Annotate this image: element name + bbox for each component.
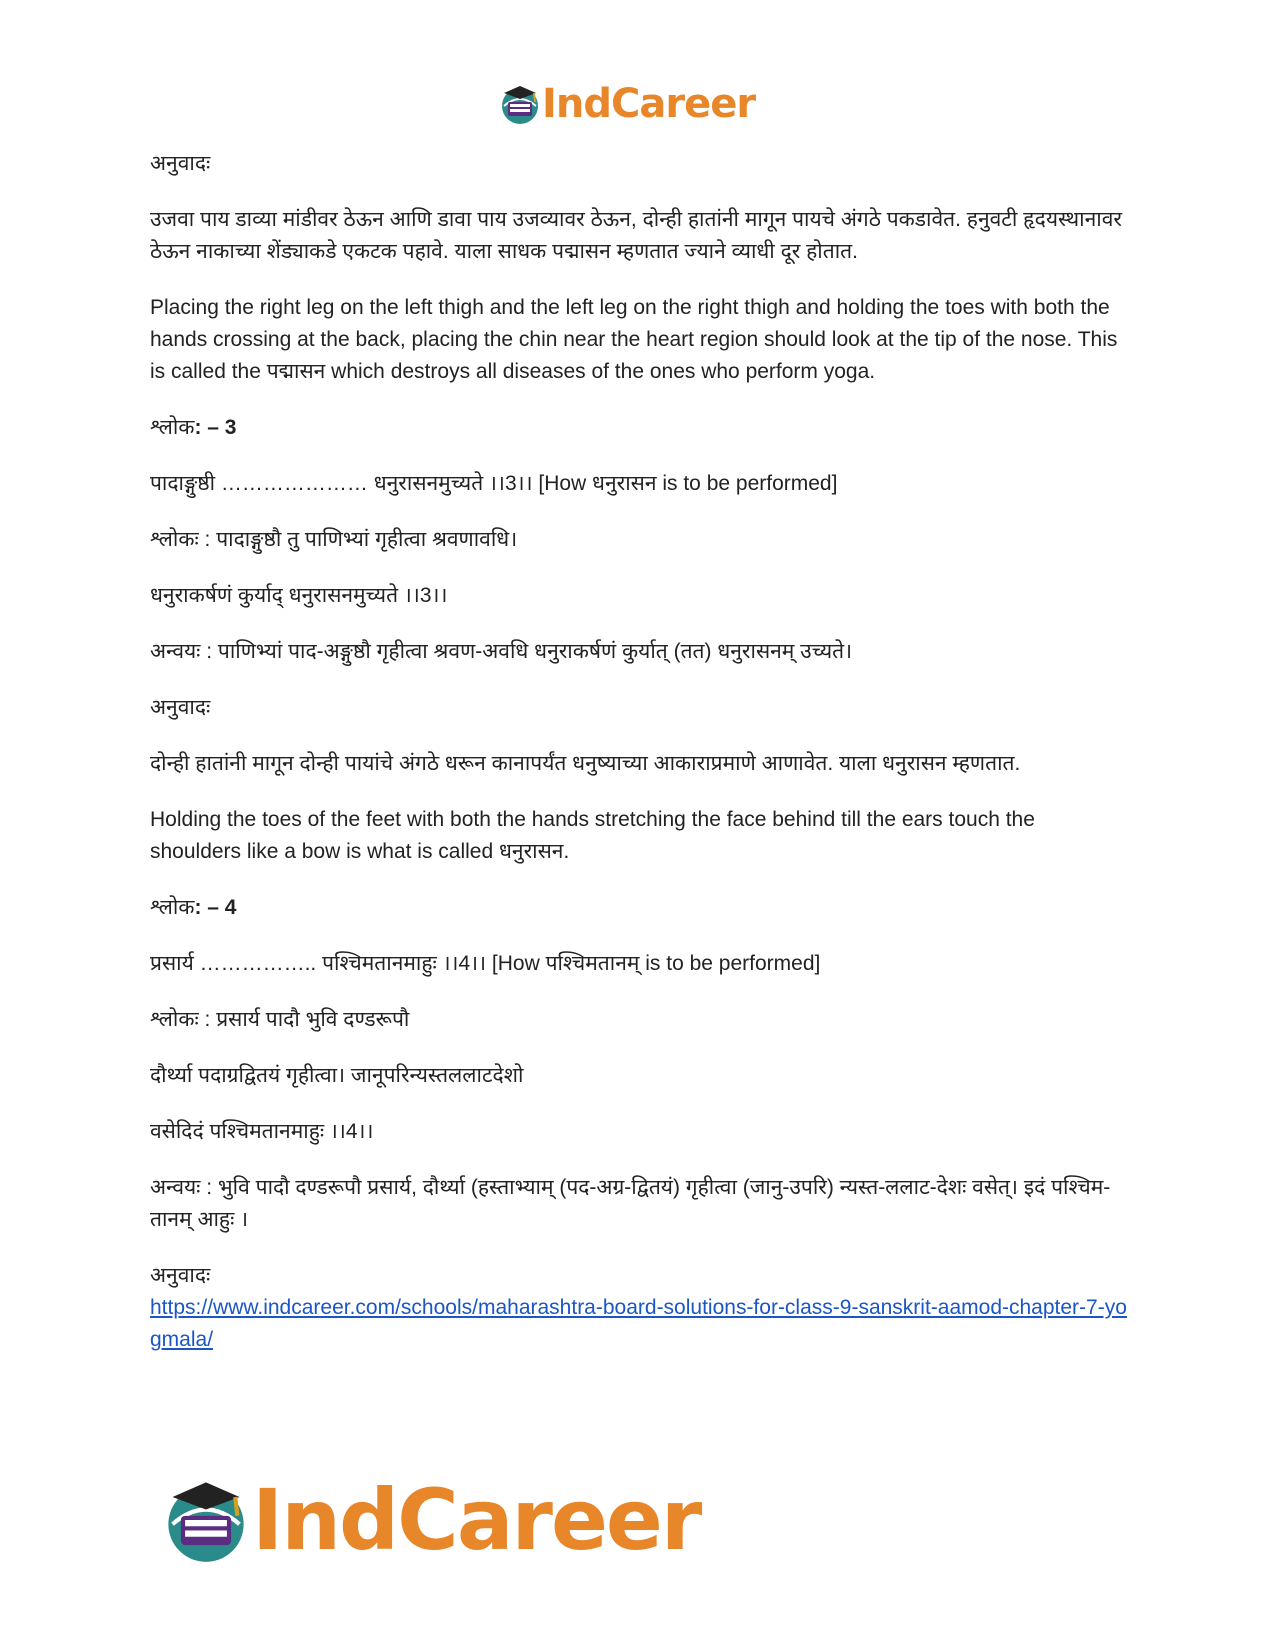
shlok-4-label: श्लोक	[150, 896, 195, 919]
header-logo	[498, 80, 755, 128]
brand-name-footer: IndCareer	[252, 1471, 701, 1569]
marathi-translation-1: उजवा पाय डाव्या मांडीवर ठेऊन आणि डावा पाय उजव्यावर ठेऊन, दोन्ही हातांनी मागून पायचे अंगठे पकडावेत. हनुवटी हृदयस्थानावर ठेऊन नाकाच्या शेंड्याकडे एकटक पहावे. याला साधक पद्मासन म्हणतात ज्याने व्याधी दूर होतात.	[150, 208, 1122, 263]
shlok-4-heading	[150, 892, 1130, 924]
brand-name: IndCareer	[542, 81, 756, 127]
anuvad-heading-3: अनुवादः	[150, 1264, 211, 1287]
shlok-3-label: श्लोक	[150, 416, 195, 439]
globe-cap-icon	[498, 82, 542, 126]
shlok-4-number: : – 4	[194, 896, 237, 919]
shlok-4-line-2: दौर्थ्या पदाग्रद्वितयं गृहीत्वा। जानूपरिन्यस्तललाटदेशो	[150, 1064, 524, 1087]
shlok-4-line-1: श्लोकः : प्रसार्य पादौ भुवि दण्डरूपौ	[150, 1008, 410, 1031]
shlok-3-number: : – 3	[194, 416, 237, 439]
source-link[interactable]: https://www.indcareer.com/schools/maharashtra-board-solutions-for-class-9-sanskrit-aamod-chapter-7-yogmala/	[150, 1296, 1127, 1351]
shlok-3-heading	[150, 412, 1130, 444]
footer-logo	[160, 1472, 700, 1568]
anuvad-heading-1: अनुवादः	[150, 152, 211, 175]
shlok-4-line-3: वसेदिदं पश्चिमतानमाहुः ।।4।।	[150, 1120, 374, 1143]
document-body	[150, 148, 1130, 1380]
globe-cap-icon	[160, 1474, 252, 1566]
shlok-4-intro: प्रसार्य …………….. पश्चिमतानमाहुः ।।4।। [How पश्चिमतानम् is to be performed]	[150, 952, 821, 975]
english-translation-2: Holding the toes of the feet with both the hands stretching the face behind till the ears touch the shoulders like a bow is what is called धनुरासन.	[150, 808, 1035, 863]
shlok-3-intro: पादाङ्गुष्ठी ………………… धनुरासनमुच्यते ।।3।। [How धनुरासन is to be performed]	[150, 472, 838, 495]
shlok-4-anvay: अन्वयः : भुवि पादौ दण्डरूपौ प्रसार्य, दौर्थ्या (हस्ताभ्याम् (पद-अग्र-द्वितयं) गृहीत्वा (जानु-उपरि) न्यस्त-ललाट-देशः वसेत्। इदं पश्चिम-तानम् आहुः ।	[150, 1176, 1111, 1231]
shlok-3-line-1: श्लोकः : पादाङ्गुष्ठौ तु पाणिभ्यां गृहीत्वा श्रवणावधि।	[150, 528, 518, 551]
anuvad-heading-2: अनुवादः	[150, 696, 211, 719]
shlok-3-anvay: अन्वयः : पाणिभ्यां पाद-अङ्गुष्ठौ गृहीत्वा श्रवण-अवधि धनुराकर्षणं कुर्यात् (तत) धनुरासनम् उच्यते।	[150, 640, 853, 663]
english-translation-1: Placing the right leg on the left thigh and the left leg on the right thigh and holding the toes with both the hands crossing at the back, placing the chin near the heart region should look at the tip of the nose. This is called the पद्मासन which destroys all diseases of the ones who perform yoga.	[150, 296, 1118, 383]
shlok-3-line-2: धनुराकर्षणं कुर्याद् धनुरासनमुच्यते ।।3।।	[150, 584, 448, 607]
marathi-translation-2: दोन्ही हातांनी मागून दोन्ही पायांचे अंगठे धरून कानापर्यंत धनुष्याच्या आकाराप्रमाणे आणावेत. याला धनुरासन म्हणतात.	[150, 752, 1021, 775]
